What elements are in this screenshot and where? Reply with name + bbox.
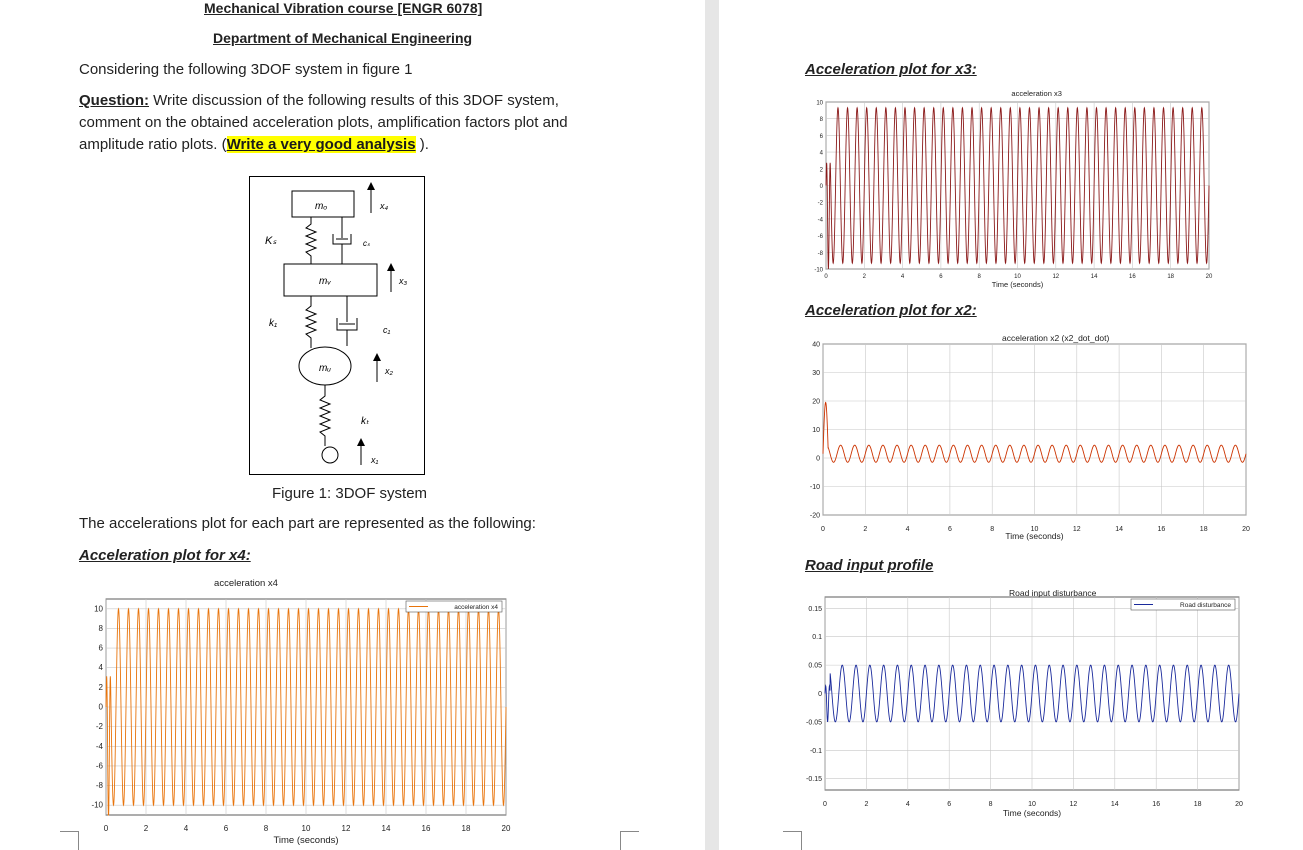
x-tick-label: 18 [461, 824, 471, 833]
legend-label: Road disturbance [1180, 602, 1231, 609]
y-tick-label: 20 [812, 398, 820, 406]
3dof-system-diagram [249, 176, 426, 476]
page-corner-mark [60, 831, 79, 850]
x-tick-label: 4 [905, 801, 910, 808]
question-line-1 [79, 92, 559, 109]
x-tick-label: 10 [301, 824, 311, 833]
y-tick-label: -10 [91, 800, 103, 810]
x-tick-label: 18 [1167, 274, 1175, 280]
y-tick-label: 2 [819, 167, 823, 174]
y-tick-label: -0.15 [806, 776, 822, 784]
question-label: Question: [79, 92, 149, 109]
y-tick-label: -6 [817, 234, 823, 241]
y-tick-label: 0.1 [812, 634, 822, 642]
y-tick-label: 0 [819, 184, 823, 190]
heading-accel-x4: Acceleration plot for x4: [79, 547, 251, 564]
chart-road-input [795, 585, 1243, 825]
page-gutter [705, 0, 719, 850]
x-axis-label: Time (seconds) [1005, 531, 1064, 541]
x-tick-label: 6 [939, 274, 943, 280]
x-tick-label: 2 [864, 801, 869, 808]
y-tick-label: 30 [812, 370, 820, 377]
x-tick-label: 4 [905, 526, 910, 533]
x-tick-label: 20 [1205, 274, 1213, 280]
course-title: Mechanical Vibration course [ENGR 6078] [204, 0, 483, 16]
x-tick-label: 4 [183, 824, 189, 833]
chart-title: acceleration x2 (x2_dot_dot) [1002, 333, 1110, 343]
y-tick-label: -0.05 [806, 719, 822, 727]
x-tick-label: 20 [501, 824, 511, 833]
x-tick-label: 20 [1242, 526, 1250, 533]
disp-x1-label: x₁ [371, 455, 379, 465]
x-tick-label: 10 [1030, 526, 1039, 533]
x-tick-label: 20 [1235, 801, 1243, 808]
y-tick-label: -0.1 [809, 747, 822, 755]
y-tick-label: -10 [814, 267, 823, 274]
figure-caption: Figure 1: 3DOF system [272, 485, 428, 502]
y-tick-label: -6 [95, 761, 103, 771]
x-tick-label: 10 [1028, 801, 1036, 808]
x-tick-label: 4 [900, 274, 905, 280]
spring-k1-label: k₁ [269, 318, 278, 329]
heading-road-input: Road input profile [805, 557, 934, 574]
y-tick-label: -2 [817, 200, 823, 207]
y-tick-label: 0 [98, 702, 103, 712]
accel-intro-text: The accelerations plot for each part are represented as the following: [79, 515, 536, 532]
chart-title: Road input disturbance [1008, 588, 1097, 598]
x-tick-label: 18 [1193, 801, 1202, 808]
y-tick-label: 0 [816, 455, 820, 463]
y-tick-label: -4 [95, 741, 103, 751]
x-tick-label: 8 [263, 824, 269, 833]
document-page-right [719, 0, 1303, 850]
question-text-1: Write discussion of the following results of this 3DOF system, [149, 92, 559, 109]
y-tick-label: 4 [819, 150, 823, 157]
x-tick-label: 14 [381, 824, 391, 833]
x-tick-label: 8 [977, 274, 981, 280]
x-tick-label: 16 [1129, 274, 1136, 280]
x-axis-label: Time (seconds) [273, 835, 339, 846]
legend-label: acceleration x4 [454, 604, 498, 611]
question-line-2: comment on the obtained acceleration plots, amplification factors plot and [79, 114, 568, 131]
chart-acceleration-x2 [795, 330, 1250, 545]
y-tick-label: 10 [94, 604, 103, 614]
x-tick-label: 2 [863, 526, 868, 533]
heading-accel-x3: Acceleration plot for x3: [805, 61, 977, 78]
x-tick-label: 16 [421, 824, 431, 833]
x-tick-label: 10 [1014, 274, 1021, 280]
y-tick-label: 8 [98, 623, 103, 633]
page-corner-mark [783, 831, 802, 850]
x-tick-label: 16 [1157, 526, 1166, 533]
x-tick-label: 14 [1115, 526, 1123, 533]
mass-mid-label: mᵥ [319, 276, 331, 287]
question-text-3: amplitude ratio plots. ( [79, 136, 227, 153]
y-tick-label: 4 [98, 663, 103, 673]
x-tick-label: 18 [1199, 526, 1208, 533]
chart-acceleration-x3 [795, 86, 1220, 292]
x-tick-label: 16 [1152, 801, 1161, 808]
y-tick-label: -8 [817, 250, 823, 257]
y-tick-label: 0.05 [808, 662, 822, 670]
spring-kt-label: kₜ [361, 416, 369, 427]
x-tick-label: 12 [1069, 801, 1078, 808]
y-tick-label: 40 [812, 341, 820, 349]
mass-bottom-label: mᵤ [319, 363, 331, 374]
damper-c1-label: c₁ [383, 325, 391, 335]
y-tick-label: -2 [95, 722, 103, 732]
disp-x2-label: x₂ [385, 366, 393, 376]
intro-text: Considering the following 3DOF system in figure 1 [79, 61, 413, 78]
y-tick-label: 0.15 [808, 605, 822, 613]
y-tick-label: 10 [816, 100, 823, 107]
spring-ks-label: Kₛ [265, 235, 277, 247]
x-tick-label: 12 [1052, 274, 1060, 280]
x-axis-label: Time (seconds) [1002, 808, 1062, 818]
department-title: Department of Mechanical Engineering [213, 30, 473, 46]
disp-x4-label: x₄ [380, 201, 389, 211]
y-tick-label: 8 [819, 117, 823, 124]
disp-x3-label: x₃ [399, 276, 408, 286]
road-contact-point [322, 447, 338, 463]
y-tick-label: 2 [98, 682, 103, 692]
y-tick-label: -10 [809, 484, 820, 491]
x-tick-label: 12 [341, 824, 351, 833]
y-tick-label: 10 [812, 427, 820, 434]
damper-cs-label: cₛ [363, 239, 370, 248]
page-corner-mark [620, 831, 639, 850]
y-tick-label: 6 [819, 133, 823, 140]
y-tick-label: -20 [809, 512, 820, 520]
x-tick-label: 14 [1110, 801, 1119, 808]
highlighted-instruction: Write a very good analysis [226, 136, 416, 153]
x-tick-label: 2 [143, 824, 149, 833]
y-tick-label: -8 [95, 781, 103, 791]
chart-acceleration-x4 [78, 572, 518, 850]
x-tick-label: 2 [862, 274, 866, 280]
y-tick-label: 6 [98, 643, 103, 653]
chart-title: acceleration x3 [1011, 89, 1062, 98]
y-tick-label: -4 [817, 217, 823, 224]
x-tick-label: 6 [947, 801, 952, 808]
question-text-3-end: ). [415, 136, 429, 153]
question-line-3 [79, 136, 429, 153]
heading-accel-x2: Acceleration plot for x2: [805, 302, 977, 319]
x-tick-label: 8 [990, 526, 995, 533]
x-axis-label: Time (seconds) [991, 280, 1044, 289]
x-tick-label: 0 [823, 801, 827, 808]
mass-top-label: mₒ [315, 201, 328, 212]
x-tick-label: 0 [821, 526, 825, 533]
x-tick-label: 14 [1090, 274, 1098, 280]
x-tick-label: 0 [103, 824, 109, 833]
x-tick-label: 8 [988, 801, 993, 808]
x-tick-label: 0 [824, 274, 828, 280]
y-tick-label: 0 [818, 691, 822, 698]
x-tick-label: 12 [1072, 526, 1081, 533]
x-tick-label: 6 [223, 824, 229, 833]
chart-title: acceleration x4 [214, 578, 278, 589]
x-tick-label: 6 [947, 526, 952, 533]
